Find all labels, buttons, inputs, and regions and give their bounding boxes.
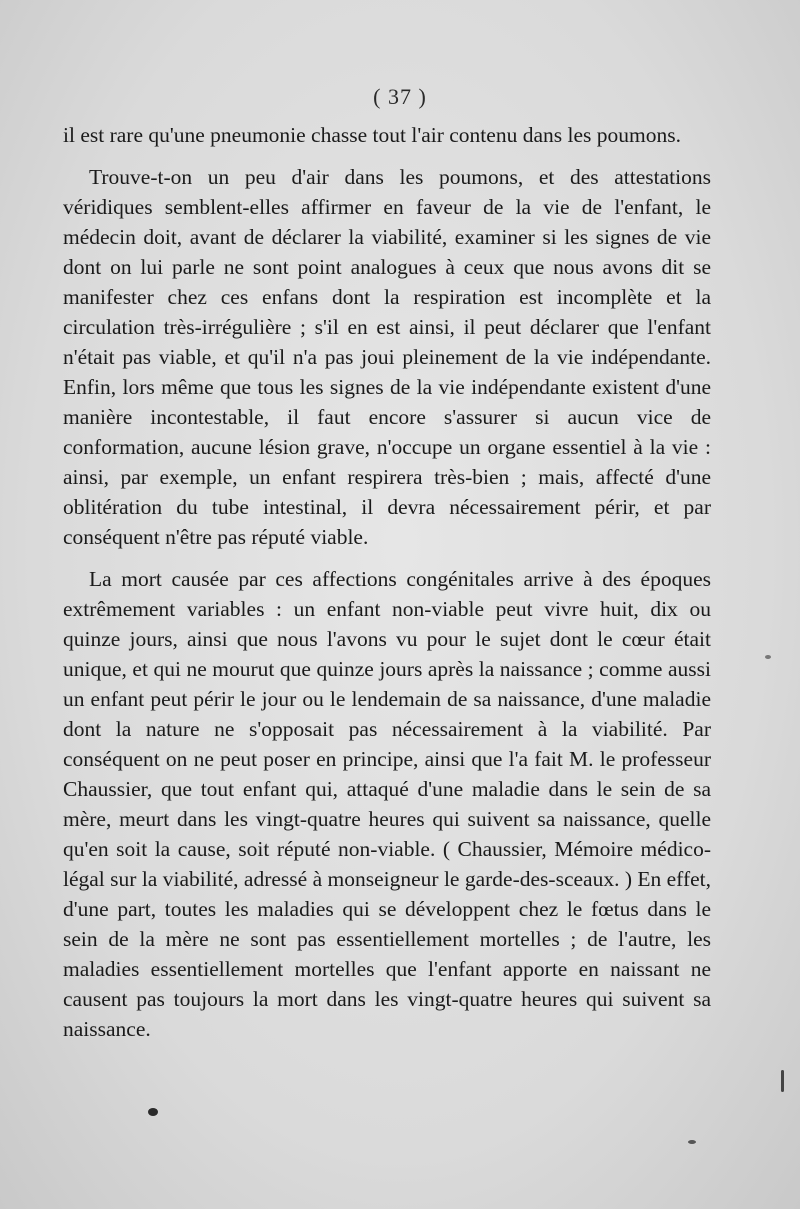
- body-text: [63, 120, 711, 1044]
- ink-speck: [148, 1108, 158, 1116]
- ink-speck: [688, 1140, 696, 1144]
- paragraph-3: La mort causée par ces affections congénitales arrive à des époques extrêmement variables : un enfant non-viable peut vivre huit, dix ou quinze jours, ainsi que nous l'avons vu pour le sujet dont le cœur était unique, et qui ne mourut que quinze jours après la naissance ; comme aussi un enfant peut périr le jour ou le lendemain de sa naissance, d'une maladie dont la nature ne s'opposait pas nécessairement à la viabilité. Par conséquent on ne peut poser en principe, ainsi que l'a fait M. le professeur Chaussier, que tout enfant qui, attaqué d'une maladie dans le sein de sa mère, meurt dans les vingt-quatre heures qui suivent sa naissance, quelle qu'en soit la cause, soit réputé non-viable. ( Chaussier, Mémoire médico-légal sur la viabilité, adressé à monseigneur le garde-des-sceaux. ) En effet, d'une part, toutes les maladies qui se développent chez le fœtus dans le sein de la mère ne sont pas essentiellement mortelles ; de l'autre, les maladies essentiellement mortelles que l'enfant apporte en naissant ne causent pas toujours la mort dans les vingt-quatre heures qui suivent sa naissance.: [63, 567, 711, 1041]
- paragraph-2: Trouve-t-on un peu d'air dans les poumons, et des attestations véridiques semblent-elles affirmer en faveur de la vie de l'enfant, le médecin doit, avant de déclarer la viabilité, examiner si les signes de vie dont on lui parle ne sont point analogues à ceux que nous avons dit se manifester chez ces enfans dont la respiration est incomplète et la circulation très-irrégulière ; s'il en est ainsi, il peut déclarer que l'enfant n'était pas viable, et qu'il n'a pas joui pleinement de la vie indépendante. Enfin, lors même que tous les signes de la vie indépendante existent d'une manière incontestable, il faut encore s'assurer si aucun vice de conformation, aucune lésion grave, n'occupe un organe essentiel à la vie : ainsi, par exemple, un enfant respirera très-bien ; mais, affecté d'une oblitération du tube intestinal, il devra nécessairement périr, et par conséquent n'être pas réputé viable.: [63, 165, 711, 549]
- ink-speck: [765, 655, 771, 659]
- paragraph-1: il est rare qu'une pneumonie chasse tout l'air contenu dans les poumons.: [63, 123, 681, 147]
- ink-speck: [781, 1070, 784, 1092]
- page-number: ( 37 ): [373, 84, 427, 109]
